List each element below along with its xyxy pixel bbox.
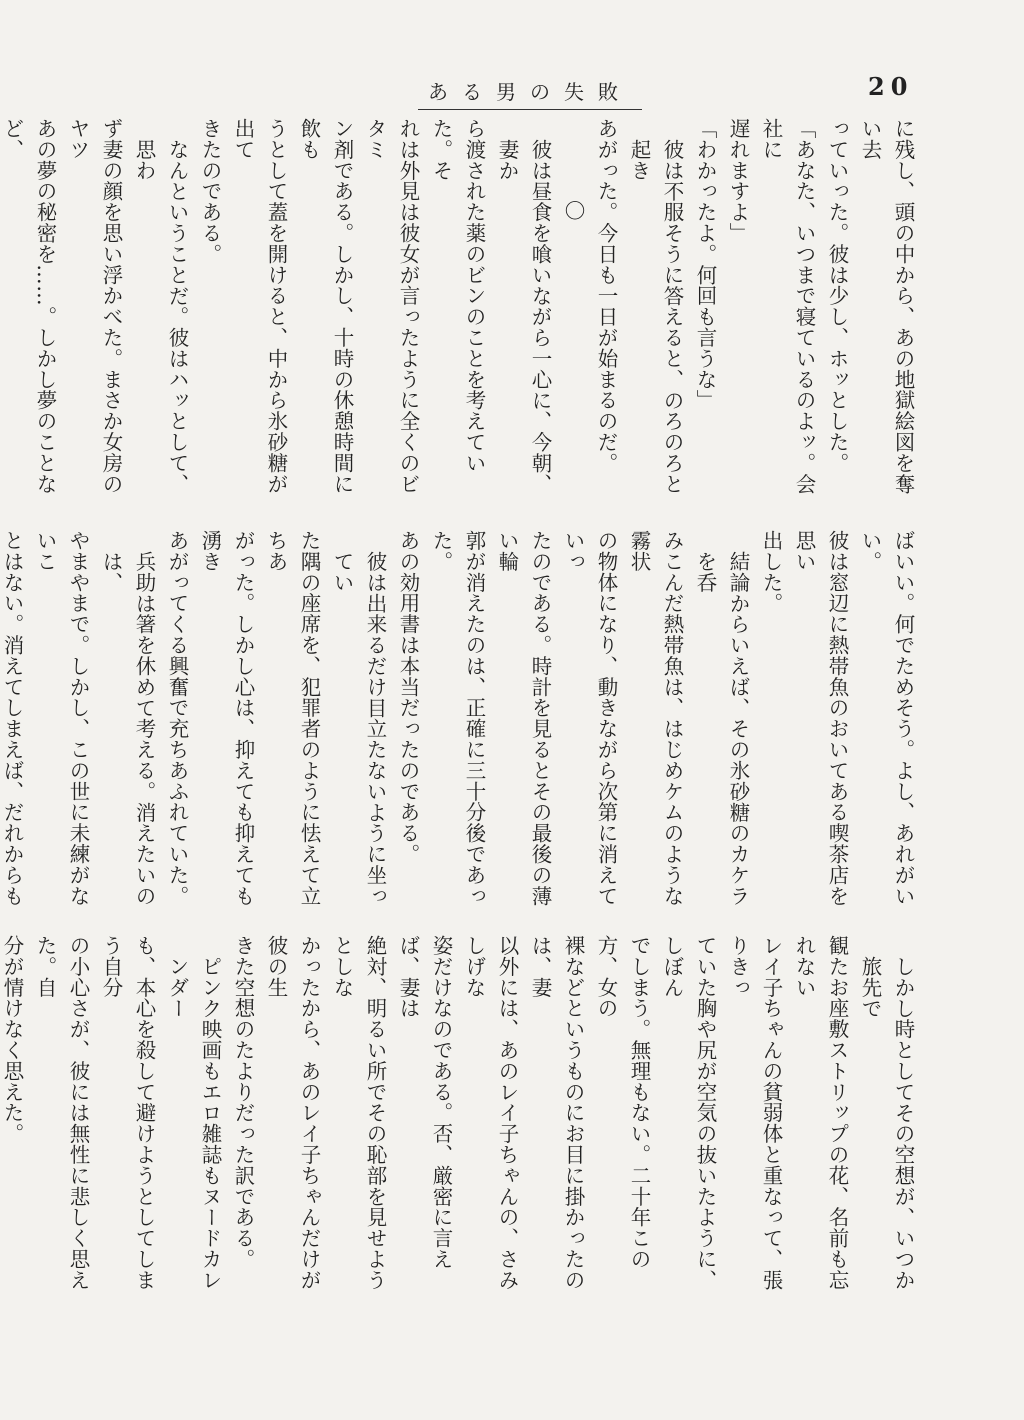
text-line: 兵助は箸を休めて考える。消えたいのは、	[99, 550, 156, 906]
text-line: ピンク映画もエロ雑誌もヌードカレンダー	[165, 955, 222, 1290]
text-line: ばいい。何でためそう。よし、あれがいい。	[858, 530, 915, 907]
text-line: なんということだ。彼はハッとして、思わ	[132, 138, 189, 494]
text-line: 彼は出来るだけ目立たないように坐ってい	[330, 550, 387, 906]
text-line: あがった。今日も一日が始まるのだ。	[594, 118, 618, 474]
text-line: に残し、頭の中から、あの地獄絵図を奪い去	[858, 118, 915, 495]
text-line: 「あなた、いつまで寝ているのよッ。会社に	[759, 118, 816, 495]
text-line: うとして蓋を開けると、中から氷砂糖が出て	[231, 118, 288, 495]
text-line: あの夢の秘密を……。しかし夢のことなど、	[0, 118, 57, 495]
text-line: やまやまで。しかし、この世に未練がないこ	[33, 530, 90, 907]
text-line: の小心さが、彼には無性に悲しく思えた。自	[33, 935, 90, 1291]
text-line: ら渡された薬のビンのことを考えていた。そ	[429, 118, 486, 474]
text-line: 出した。	[759, 530, 783, 614]
page-number: 20	[868, 72, 914, 101]
text-tier-top	[0, 118, 919, 503]
running-title: ある男の失敗	[418, 76, 642, 110]
page-header	[0, 70, 1024, 110]
text-line: たのである。時計を見るとその最後の薄い輪	[495, 530, 552, 907]
text-line: あの効用書は本当だったのである。	[396, 530, 420, 865]
text-line: ていた胸や尻が空気の抜いたように、しぼん	[660, 935, 717, 1291]
text-line: っていった。彼は少し、ホッとした。	[825, 118, 849, 474]
text-line: 結論からいえば、その氷砂糖のカケラを呑	[693, 550, 750, 906]
text-line: 「わかったよ。何回も言うな」	[693, 118, 717, 411]
text-line: の物体になり、動きながら次第に消えていっ	[561, 530, 618, 907]
text-line: あがってくる興奮で充ちあふれていた。	[165, 530, 189, 907]
text-line: きたのである。	[198, 118, 222, 265]
section-divider: 〇	[561, 200, 585, 221]
text-line: みこんだ熱帯魚は、はじめケムのような霧状	[627, 530, 684, 907]
text-line: 彼は昼食を喰いながら一心に、今朝、妻か	[495, 138, 552, 494]
text-line: がった。しかし心は、抑えても抑えても湧き	[198, 530, 255, 907]
text-line: た隅の座席を、犯罪者のように怯えて立ちあ	[264, 530, 321, 907]
text-line: 絶対、明るい所でその恥部を見せようとしな	[330, 935, 387, 1291]
text-line: しかし時としてその空想が、いつか旅先で	[858, 955, 915, 1290]
text-line: ず妻の顔を思い浮かべた。まさか女房のヤツ	[66, 118, 123, 495]
text-line: 姿だけなのである。否、厳密に言えば、妻は	[396, 935, 453, 1270]
text-line: 以外には、あのレイ子ちゃんの、さみしげな	[462, 935, 519, 1291]
text-line: かったから、あのレイ子ちゃんだけが彼の生	[264, 935, 321, 1291]
text-line: れは外見は彼女が言ったように全くのビタミ	[363, 118, 420, 495]
text-line: 分が情けなく思えた。	[0, 935, 24, 1144]
text-line: きた空想のたよりだった訳である。	[231, 935, 255, 1270]
text-line: 観たお座敷ストリップの花、名前も忘れない	[792, 935, 849, 1291]
text-tier-middle	[0, 530, 919, 910]
text-line: 郭が消えたのは、正確に三十分後であった。	[429, 530, 486, 907]
text-line: ン剤である。しかし、十時の休憩時間に飲も	[297, 118, 354, 495]
text-line: 彼は窓辺に熱帯魚のおいてある喫茶店を思い	[792, 530, 849, 907]
text-line: 裸などというものにお目に掛かったのは、妻	[528, 935, 585, 1291]
text-line: 遅れますよ」	[726, 118, 750, 244]
text-line: でしまう。無理もない。二十年この方、女の	[594, 935, 651, 1270]
text-line: レイ子ちゃんの貧弱体と重なって、張りきっ	[726, 935, 783, 1291]
text-line: 彼は不服そうに答えると、のろのろと起き	[627, 138, 684, 494]
text-line: も、本心を殺して避けようとしてしまう自分	[99, 935, 156, 1291]
text-tier-bottom	[0, 935, 919, 1310]
text-line: とはない。消えてしまえば、だれからも	[0, 530, 24, 907]
